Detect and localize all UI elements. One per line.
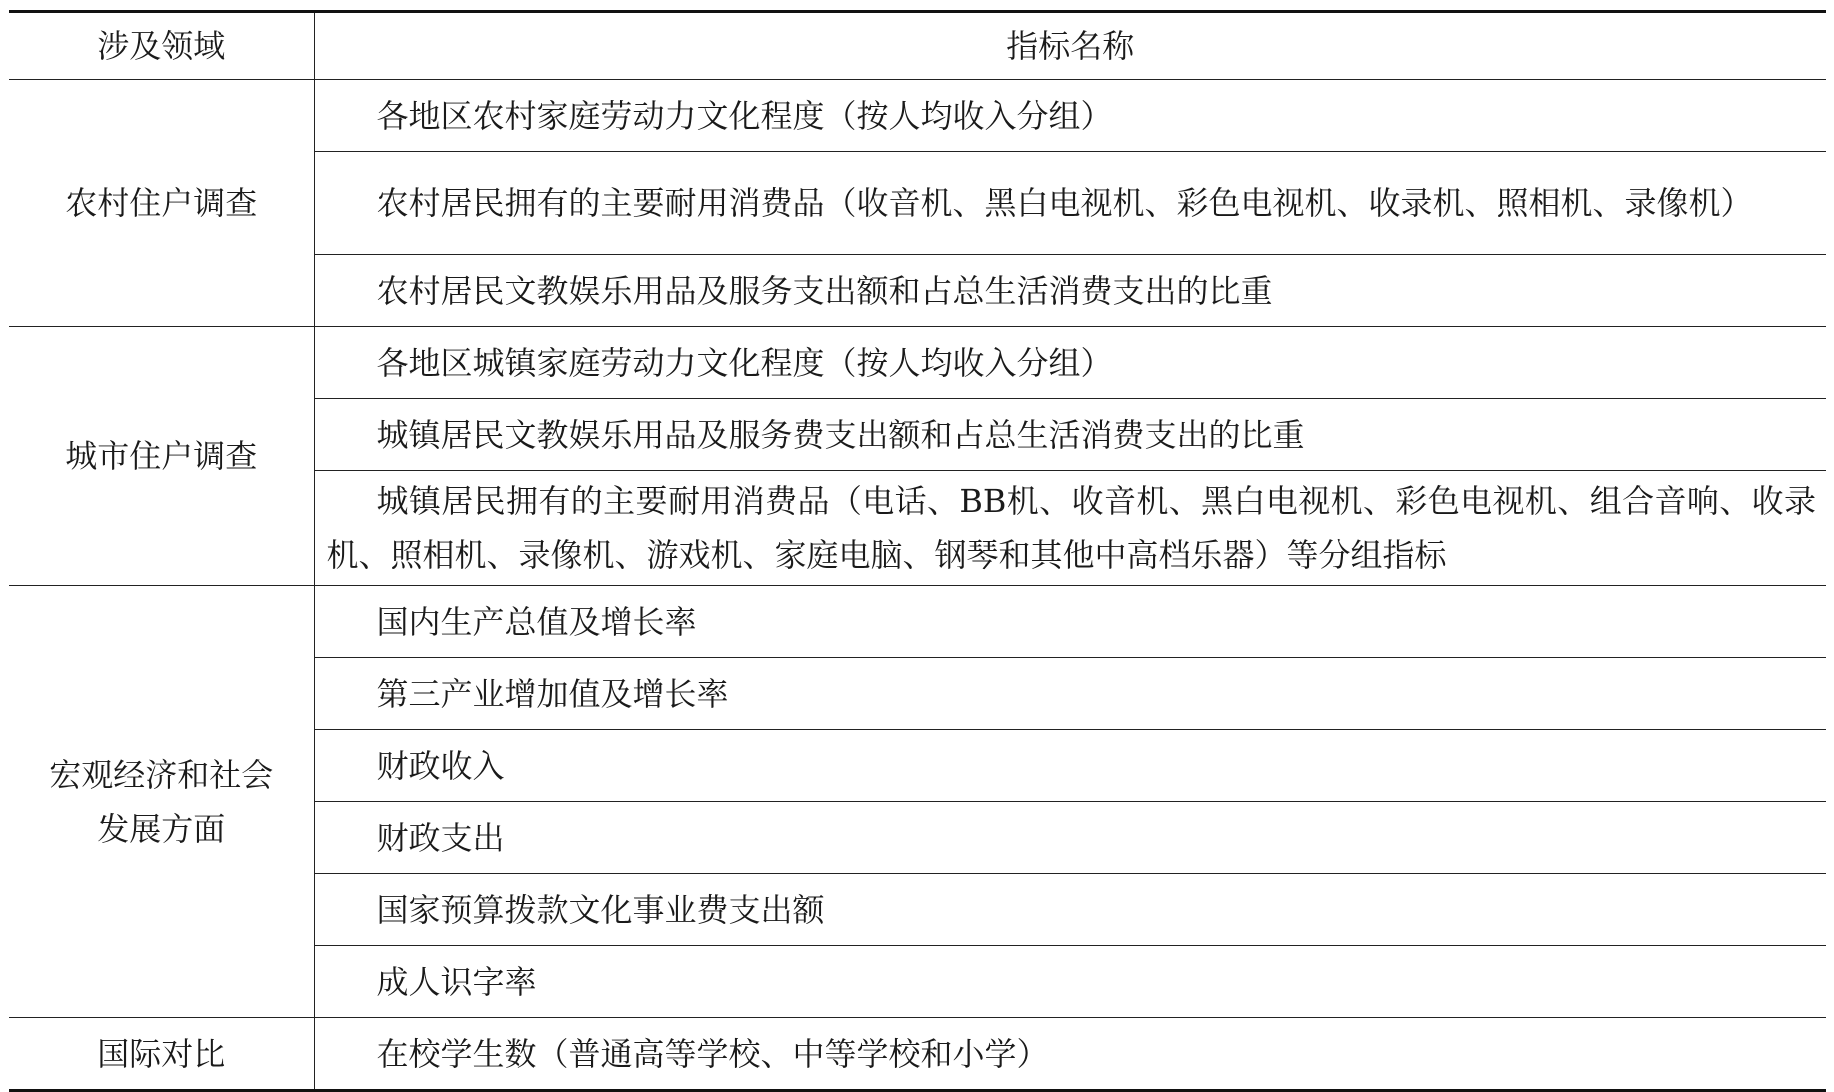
indicator-cell: 成人识字率	[314, 946, 1826, 1018]
header-domain: 涉及领域	[9, 12, 314, 80]
indicator-cell: 国家预算拨款文化事业费支出额	[314, 874, 1826, 946]
table-row	[9, 327, 1826, 399]
indicator-table	[9, 10, 1826, 1092]
table-header-row	[9, 12, 1826, 80]
indicator-cell: 城镇居民拥有的主要耐用消费品（电话、BB机、收音机、黑白电视机、彩色电视机、组合音响、收录机、照相机、录像机、游戏机、家庭电脑、钢琴和其他中高档乐器）等分组指标	[314, 471, 1826, 586]
indicator-cell: 国内生产总值及增长率	[314, 586, 1826, 658]
indicator-cell: 财政支出	[314, 802, 1826, 874]
indicator-cell: 农村居民拥有的主要耐用消费品（收音机、黑白电视机、彩色电视机、收录机、照相机、录像机）	[314, 152, 1826, 255]
table-row	[9, 586, 1826, 658]
domain-cell-urban: 城市住户调查	[9, 327, 314, 586]
indicator-cell: 各地区城镇家庭劳动力文化程度（按人均收入分组）	[314, 327, 1826, 399]
document-page	[9, 10, 1826, 1092]
indicator-cell: 在校学生数（普通高等学校、中等学校和小学）	[376, 1034, 1049, 1073]
header-indicator-name: 指标名称	[314, 12, 1826, 80]
indicator-cell: 各地区农村家庭劳动力文化程度（按人均收入分组）	[314, 80, 1826, 152]
indicator-cell: 第三产业增加值及增长率	[314, 658, 1826, 730]
table-row	[9, 80, 1826, 152]
table-row	[9, 1018, 1826, 1091]
domain-cell-macro: 宏观经济和社会发展方面	[9, 586, 314, 1018]
indicator-cell: 财政收入	[314, 730, 1826, 802]
domain-cell-rural: 农村住户调查	[9, 80, 314, 327]
indicator-cell: 城镇居民文教娱乐用品及服务费支出额和占总生活消费支出的比重	[314, 399, 1826, 471]
indicator-cell: 农村居民文教娱乐用品及服务支出额和占总生活消费支出的比重	[314, 255, 1826, 327]
domain-cell-international: 国际对比	[9, 1018, 314, 1091]
